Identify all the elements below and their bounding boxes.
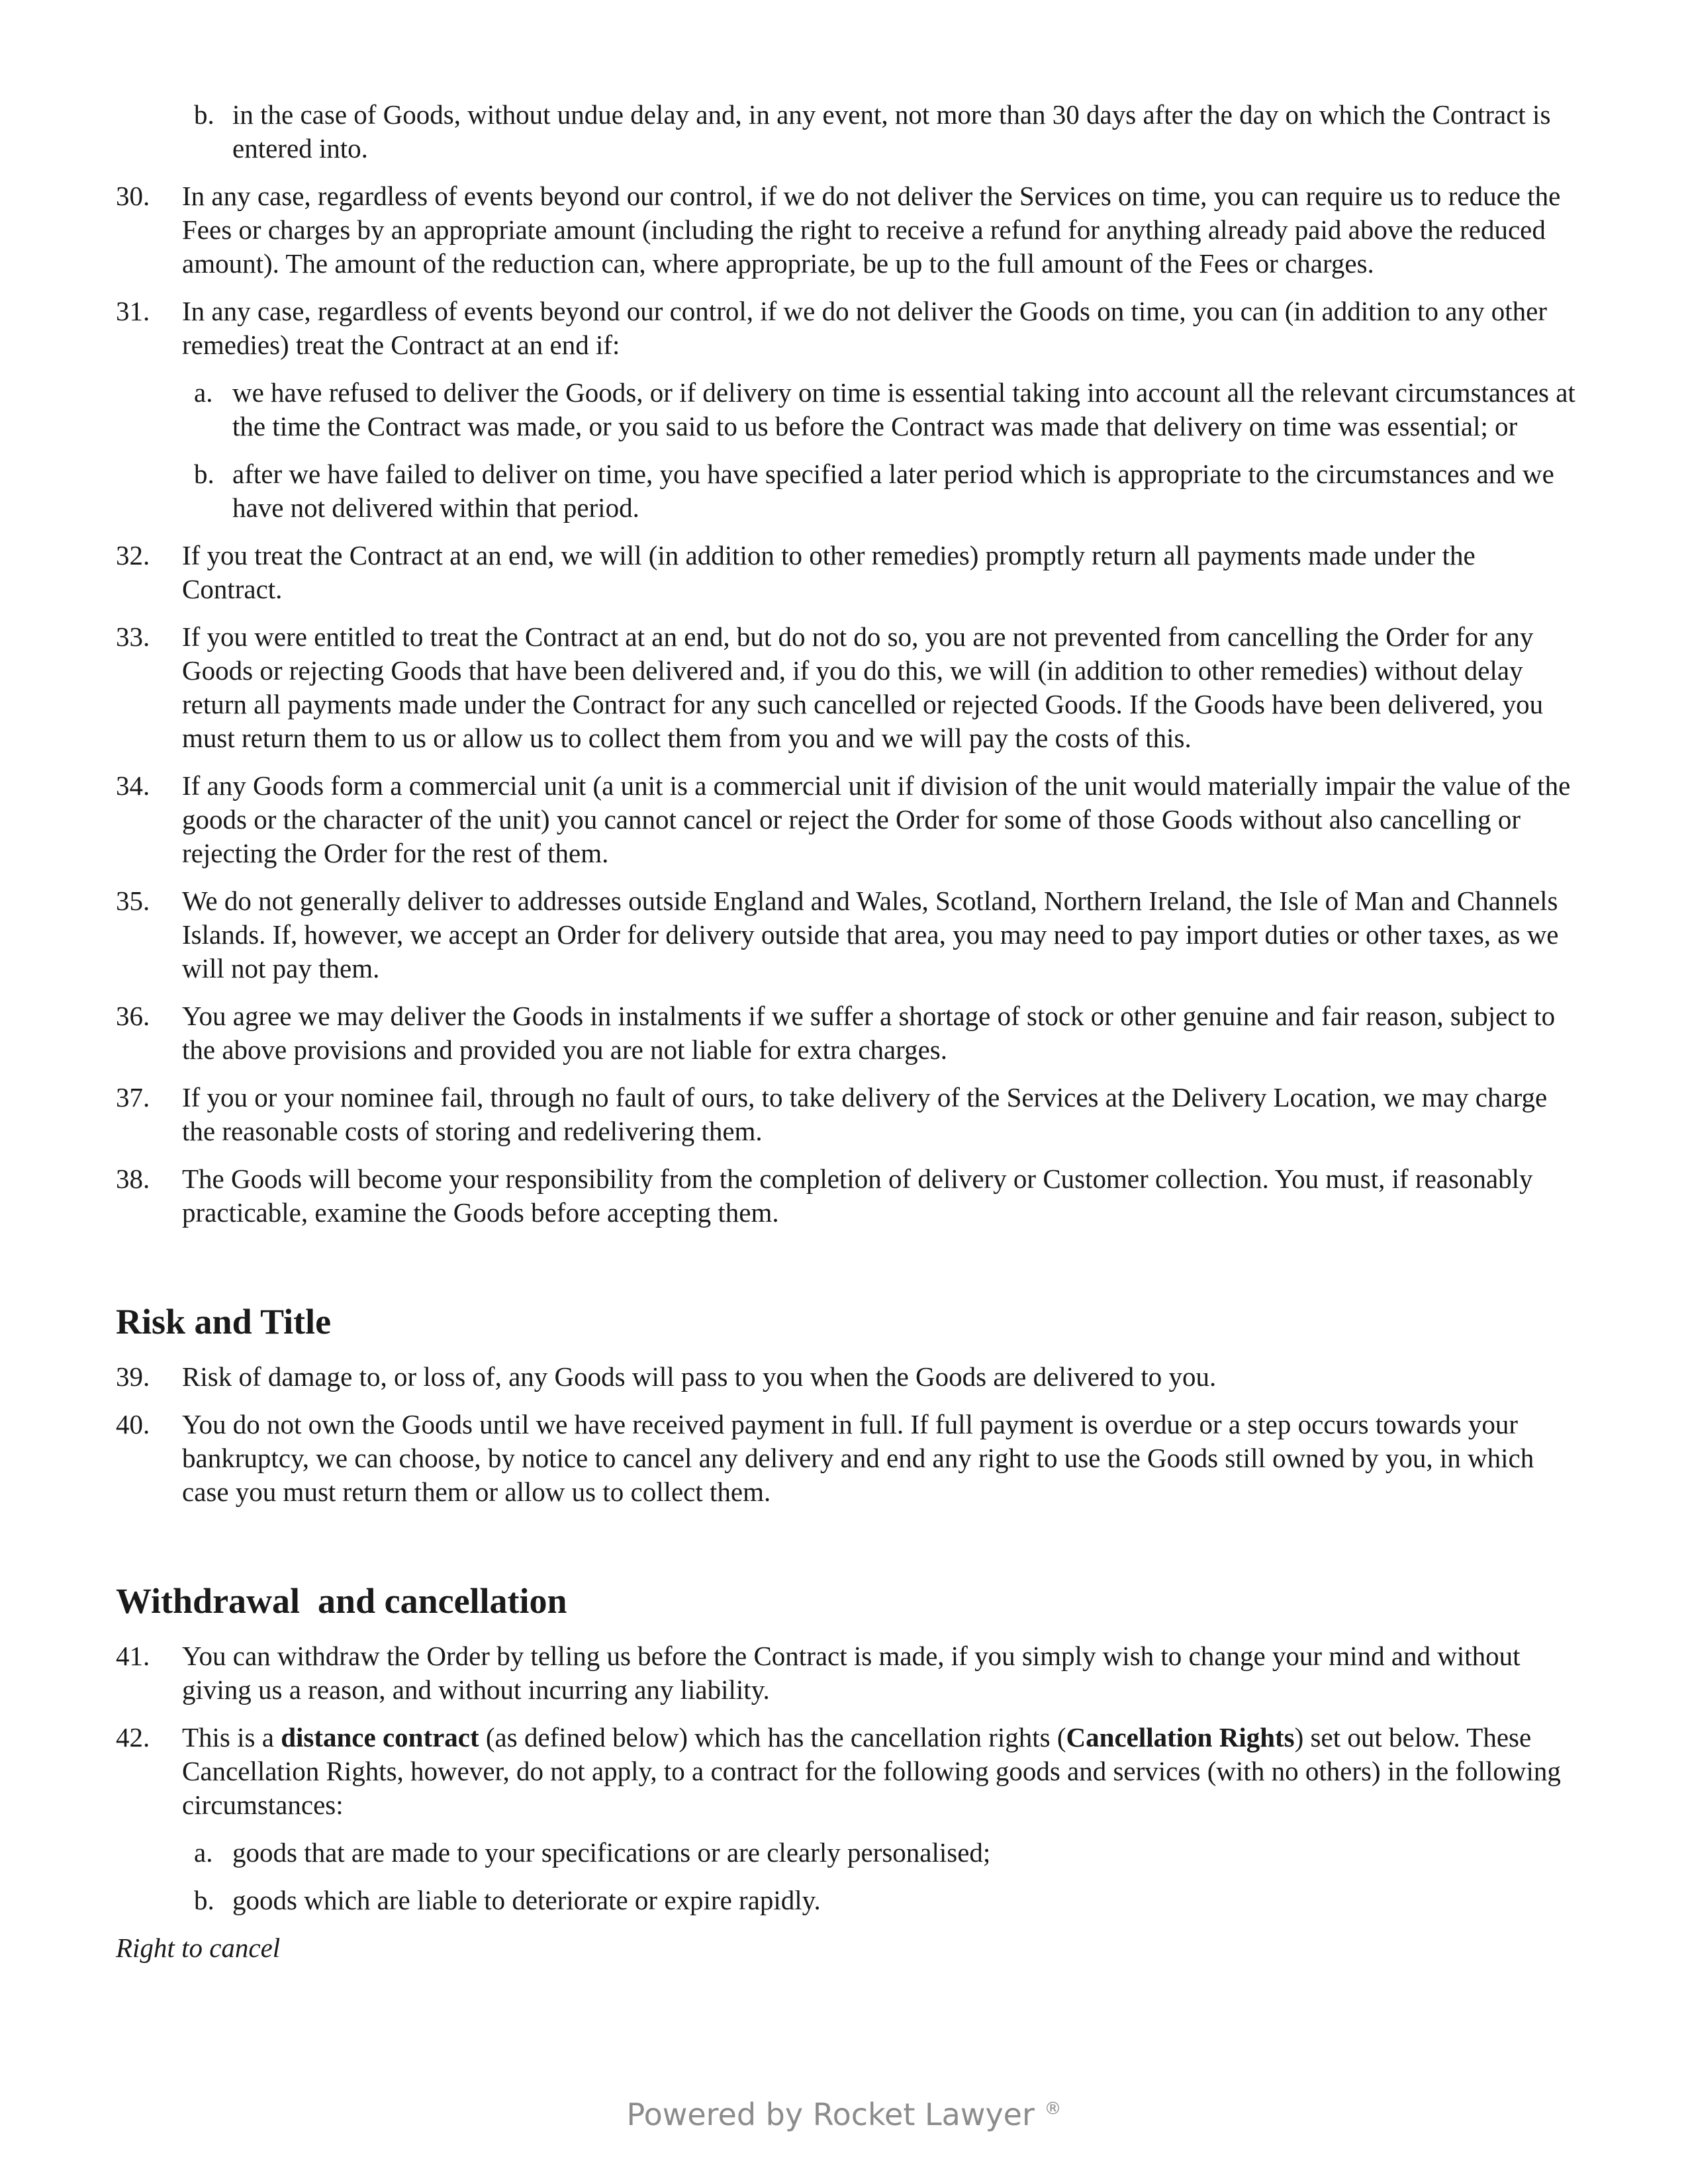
clause-33 (116, 620, 1575, 755)
page-footer (0, 2097, 1688, 2132)
section-spacer (116, 1244, 1575, 1300)
clause-text: You do not own the Goods until we have received payment in full. If full payment is overdue or a step occurs towards your bankruptcy, we can choose, by notice to cancel any delivery and end any right to use the Goods still owned by you, in which case you must return them or allow us to collect them. (182, 1409, 1534, 1507)
document-page (116, 98, 1575, 1965)
sub-text: after we have failed to deliver on time, you have specified a later period which is appropriate to the circumstances and we have not delivered within that period. (232, 459, 1554, 523)
clause-number: 34. (116, 770, 150, 801)
clause-37 (116, 1081, 1575, 1148)
clause-31-sub-b (116, 457, 1575, 525)
clause-42-sub-b (116, 1884, 1575, 1917)
clause-number: 31. (116, 296, 150, 326)
sub-letter: b. (194, 99, 214, 130)
sub-text: in the case of Goods, without undue delay and, in any event, not more than 30 days after the day on which the Contract is entered into. (232, 99, 1551, 163)
clause-30 (116, 179, 1575, 281)
clause-text: The Goods will become your responsibility from the completion of delivery or Customer collection. You must, if reasonably practicable, examine the Goods before accepting them. (182, 1163, 1533, 1228)
clause-text: Risk of damage to, or loss of, any Goods will pass to you when the Goods are delivered to you. (182, 1361, 1217, 1392)
clause-31 (116, 295, 1575, 362)
clause-text: In any case, regardless of events beyond our control, if we do not deliver the Services on time, you can require us to reduce the Fees or charges by an appropriate amount (including the right to receive a refund for anything already paid above the reduced amount). The amount of the reduction can, where appropriate, be up to the full amount of the Fees or charges. (182, 181, 1561, 279)
clause-number: 37. (116, 1082, 150, 1113)
sub-letter: a. (194, 1837, 213, 1868)
defined-term-cancellation-rights: Cancellation Rights (1066, 1722, 1295, 1752)
clause-38 (116, 1162, 1575, 1230)
clause-text: You agree we may deliver the Goods in instalments if we suffer a shortage of stock or other genuine and fair reason, subject to the above provisions and provided you are not liable for extra charges. (182, 1001, 1556, 1065)
clause-text-part: (as defined below) which has the cancellation rights ( (479, 1722, 1066, 1752)
sub-letter: b. (194, 459, 214, 489)
sub-text: goods which are liable to deteriorate or expire rapidly. (232, 1885, 821, 1915)
sub-letter: b. (194, 1885, 214, 1915)
clause-31-sub-a (116, 376, 1575, 443)
clause-text: If you or your nominee fail, through no fault of ours, to take delivery of the Services at the Delivery Location, we may charge the reasonable costs of storing and redelivering them. (182, 1082, 1548, 1146)
sub-text: goods that are made to your specifications or are clearly personalised; (232, 1837, 991, 1868)
registered-mark: ® (1044, 2099, 1062, 2119)
clause-number: 33. (116, 621, 150, 652)
clause-32 (116, 539, 1575, 606)
subheading-right-to-cancel: Right to cancel (116, 1933, 281, 1963)
clause-40 (116, 1408, 1575, 1509)
clause-text-part: This is a (182, 1722, 281, 1752)
clause-36 (116, 999, 1575, 1067)
clause-34 (116, 769, 1575, 870)
clause-42-sub-a (116, 1836, 1575, 1870)
clause-text: If any Goods form a commercial unit (a unit is a commercial unit if division of the unit would materially impair the value of the goods or the character of the unit) you cannot cancel or reject the Order for some of those Goods without also cancelling or rejecting the Order for the rest of them. (182, 770, 1571, 868)
clause-text: You can withdraw the Order by telling us before the Contract is made, if you simply wish to change your mind and without giving us a reason, and without incurring any liability. (182, 1641, 1521, 1705)
clause-35 (116, 884, 1575, 985)
clause-42 (116, 1721, 1575, 1822)
clause-number: 39. (116, 1361, 150, 1392)
clause-text: In any case, regardless of events beyond our control, if we do not deliver the Goods on time, you can (in addition to any other remedies) treat the Contract at an end if: (182, 296, 1547, 360)
defined-term-distance-contract: distance contract (281, 1722, 479, 1752)
clause-text: If you treat the Contract at an end, we will (in addition to other remedies) promptly return all payments made under the Contract. (182, 540, 1476, 604)
clause-text (174, 1721, 1575, 1822)
clause-number: 41. (116, 1641, 150, 1671)
clause-number: 40. (116, 1409, 150, 1439)
clause-number: 32. (116, 540, 150, 570)
sub-letter: a. (194, 377, 213, 408)
clause-41 (116, 1639, 1575, 1707)
clause-29-sub-b (116, 98, 1575, 165)
clause-number: 36. (116, 1001, 150, 1031)
clause-number: 38. (116, 1163, 150, 1194)
clause-number: 35. (116, 886, 150, 916)
clause-text: If you were entitled to treat the Contract at an end, but do not do so, you are not prevented from cancelling the Order for any Goods or rejecting Goods that have been delivered and, if you do this, we will (in addition to other remedies) without delay return all payments made under the Contract for any such cancelled or rejected Goods. If the Goods have been delivered, you must return them to us or allow us to collect them from you and we will pay the costs of this. (182, 621, 1544, 753)
sub-text: we have refused to deliver the Goods, or if delivery on time is essential taking into account all the relevant circumstances at the time the Contract was made, or you said to us before the Contract was made that delivery on time was essential; or (232, 377, 1575, 441)
clause-39 (116, 1360, 1575, 1394)
clause-number: 30. (116, 181, 150, 211)
clause-text-part: ) set out below. These Cancellation Rights, however, do not apply, to a contract for the following goods and services (with no others) in the following circumstances: (182, 1722, 1561, 1820)
section-heading-risk-and-title: Risk and Title (116, 1302, 332, 1342)
section-spacer (116, 1523, 1575, 1580)
footer-text: Powered by Rocket Lawyer (626, 2097, 1035, 2132)
clause-number: 42. (116, 1722, 150, 1752)
section-heading-withdrawal: Withdrawal and cancellation (116, 1581, 567, 1621)
clause-text: We do not generally deliver to addresses outside England and Wales, Scotland, Northern Ireland, the Isle of Man and Channels Islands. If, however, we accept an Order for delivery outside that area, you may need to pay import duties or other taxes, as we will not pay them. (182, 886, 1559, 983)
